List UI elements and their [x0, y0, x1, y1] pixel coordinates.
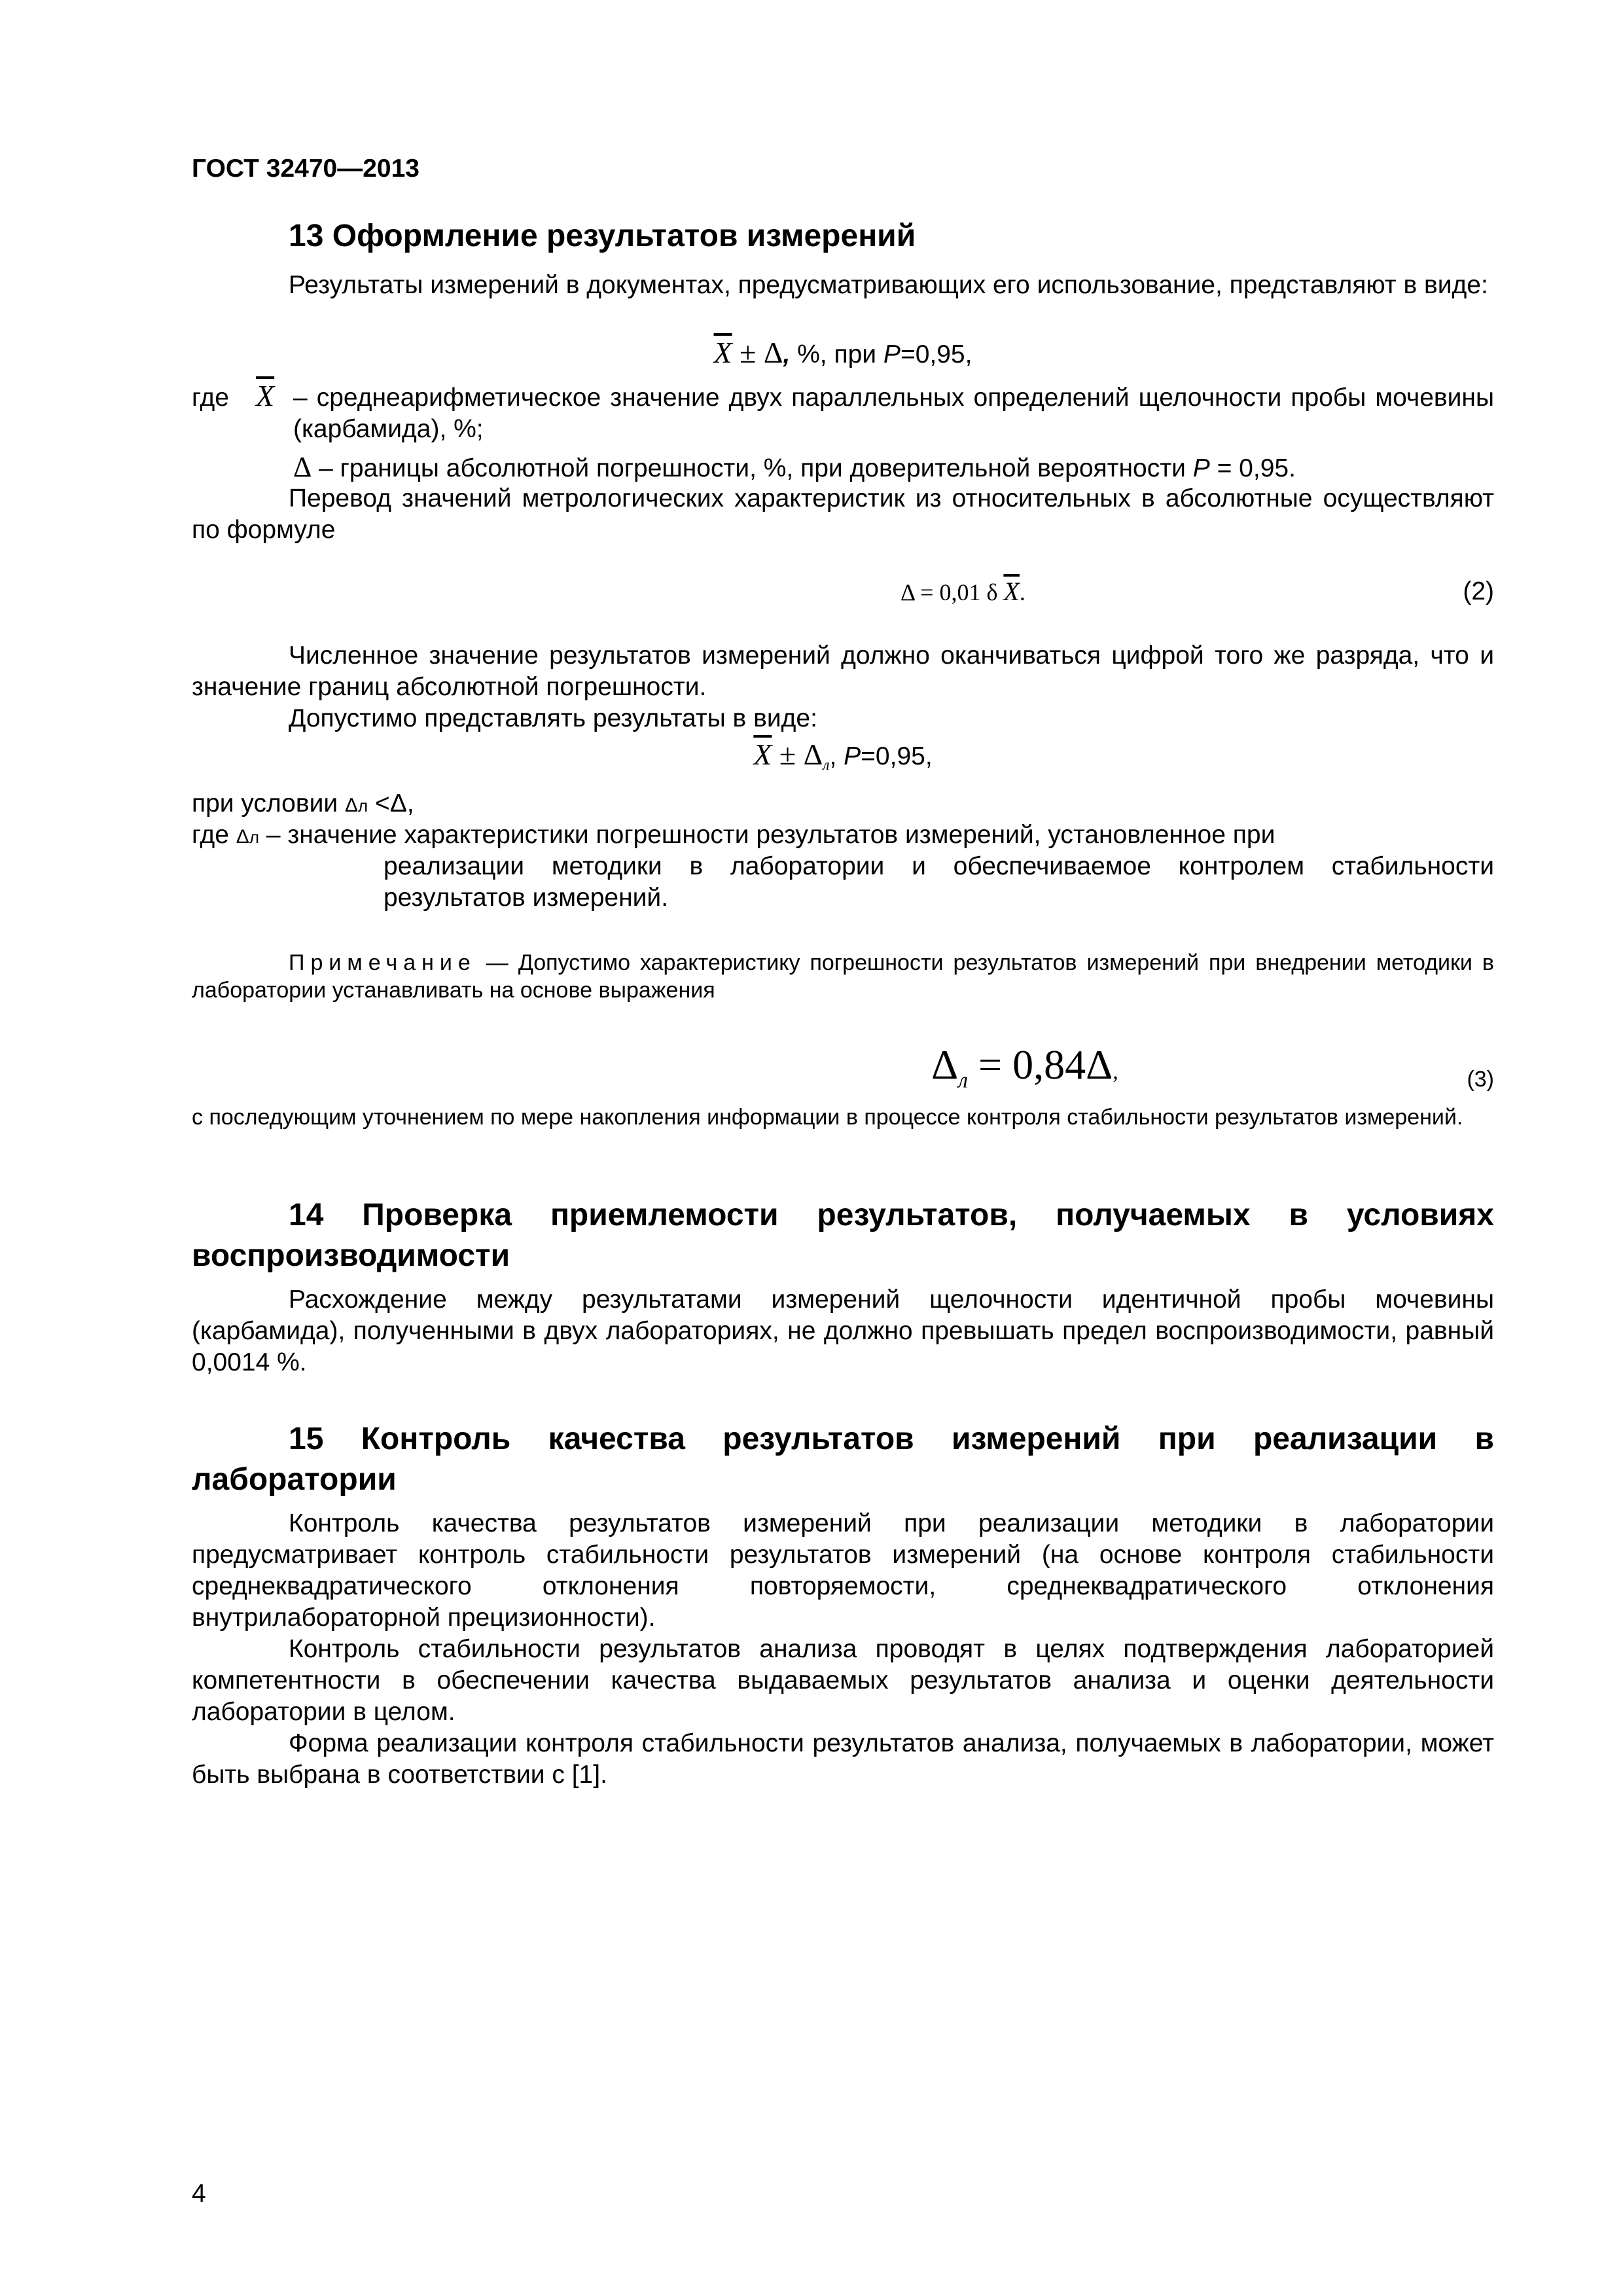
where2-text-first: – значение характеристики погрешности результатов измерений, установленное при [259, 821, 1275, 849]
note-text: — Допустимо характеристику погрешности результатов измерений при внедрении методики в лаборатории устанавливать на основе выражения [192, 950, 1494, 1003]
condition-line [192, 788, 414, 821]
note-tail: с последующим уточнением по мере накопления информации в процессе контроля стабильности результатов измерений. [192, 1105, 1463, 1130]
formula-1 [192, 335, 1494, 370]
delta-p: P [1192, 454, 1210, 482]
page-number: 4 [192, 2179, 206, 2208]
where-label: где [192, 384, 229, 412]
formula-alt [192, 737, 1494, 774]
formula-3-number: (3) [1467, 1067, 1494, 1092]
formula-1-x: $\overline{X}$ [713, 336, 732, 369]
document-page [192, 0, 1494, 2296]
formula-1-comma: , [783, 340, 791, 368]
formula-2-left: Δ = 0,01 δ [901, 579, 1004, 605]
section-15-title: 15 Контроль качества результатов измерений при реализации в лаборатории [192, 1422, 1494, 1497]
formula-alt-comma: , [829, 742, 844, 770]
note-label: Примечание [289, 950, 476, 975]
formula-3-rest: = 0,84Δ [967, 1041, 1113, 1088]
formula-2-number: (2) [1463, 577, 1494, 605]
condition-sub: л [358, 796, 368, 816]
delta-text-b: = 0,95. [1209, 454, 1296, 482]
formula-1-pm: ± Δ [732, 336, 783, 369]
where-x-text [293, 382, 1494, 445]
formula-2 [901, 576, 1026, 607]
where2-sub: л [249, 827, 259, 847]
document-header: ГОСТ 32470—2013 [192, 154, 419, 183]
section-13-intro: Результаты измерений в документах, предусматривающих его использование, представляют в виде: [289, 271, 1488, 299]
formula-3-delta: Δ [931, 1041, 959, 1088]
section-15-p3: Форма реализации контроля стабильности результатов анализа, получаемых в лаборатории, может быть выбрана в соответствии с [1]. [192, 1729, 1494, 1789]
numeric-rule-text: Численное значение результатов измерений должно оканчиваться цифрой того же разряда, что и значение границ абсолютной погрешности. [192, 641, 1494, 701]
formula-2-dot: . [1019, 579, 1026, 605]
formula-3 [931, 1041, 1118, 1094]
section-14-text: Расхождение между результатами измерений щелочности идентичной пробы мочевины (карбамида), полученными в двух лабораториях, не должно превышать предел воспроизводимости, равный 0,0014 %. [192, 1285, 1494, 1376]
allowed-text: Допустимо представлять результаты в виде: [289, 704, 817, 732]
note-block [192, 949, 1494, 1004]
where2-first-line [192, 819, 1494, 853]
delta-definition [293, 452, 1296, 484]
delta-text-a: – границы абсолютной погрешности, %, при доверительной вероятности [312, 454, 1193, 482]
where-x-definition: – среднеарифметическое значение двух параллельных определений щелочности пробы мочевины (карбамида), %; [293, 384, 1494, 443]
where-x-symbol: $\overline{X}$ [256, 379, 275, 412]
formula-3-sub: л [958, 1068, 968, 1093]
where2-text-rest: реализации методики в лаборатории и обеспечиваемое контролем стабильности результатов измерений. [383, 852, 1494, 912]
section-14-title: 14 Проверка приемлемости результатов, получаемых в условиях воспроизводимости [192, 1198, 1494, 1273]
formula-1-p: P [883, 340, 901, 368]
section-13-title: 13 Оформление результатов измерений [289, 219, 916, 253]
formula-alt-pm: ± Δ [772, 738, 823, 771]
where2-label: где [192, 821, 236, 849]
formula-1-text1: %, при [790, 340, 883, 368]
condition-text-b: <Δ, [368, 789, 414, 817]
section-15-p2: Контроль стабильности результатов анализа проводят в целях подтверждения лабораторией компетентности в обеспечении качества выдаваемых результатов анализа и оценки деятельности лаборатории в целом. [192, 1635, 1494, 1726]
delta-symbol: Δ [293, 451, 312, 483]
conversion-text: Перевод значений метрологических характеристик из относительных в абсолютные осуществляют по формуле [192, 484, 1494, 544]
formula-3-comma: , [1113, 1060, 1118, 1084]
section-15-p1: Контроль качества результатов измерений при реализации методики в лаборатории предусматривает контроль стабильности результатов измерений (на основе контроля стабильности среднеквадратического отклонения повторяемости, среднеквадратического отклонения внутрилабораторной прецизионности). [192, 1509, 1494, 1632]
condition-text-a: при условии [192, 789, 345, 817]
formula-alt-p: P [844, 742, 861, 770]
formula-1-text2: =0,95, [900, 340, 972, 368]
condition-delta: Δ [345, 795, 359, 816]
where2-delta: Δ [236, 826, 249, 848]
formula-alt-x: $\overline{X}$ [753, 738, 772, 771]
formula-alt-sub: л [823, 757, 830, 774]
formula-alt-text: =0,95, [861, 742, 933, 770]
formula-2-x: $\overline{X}$ [1003, 577, 1020, 606]
